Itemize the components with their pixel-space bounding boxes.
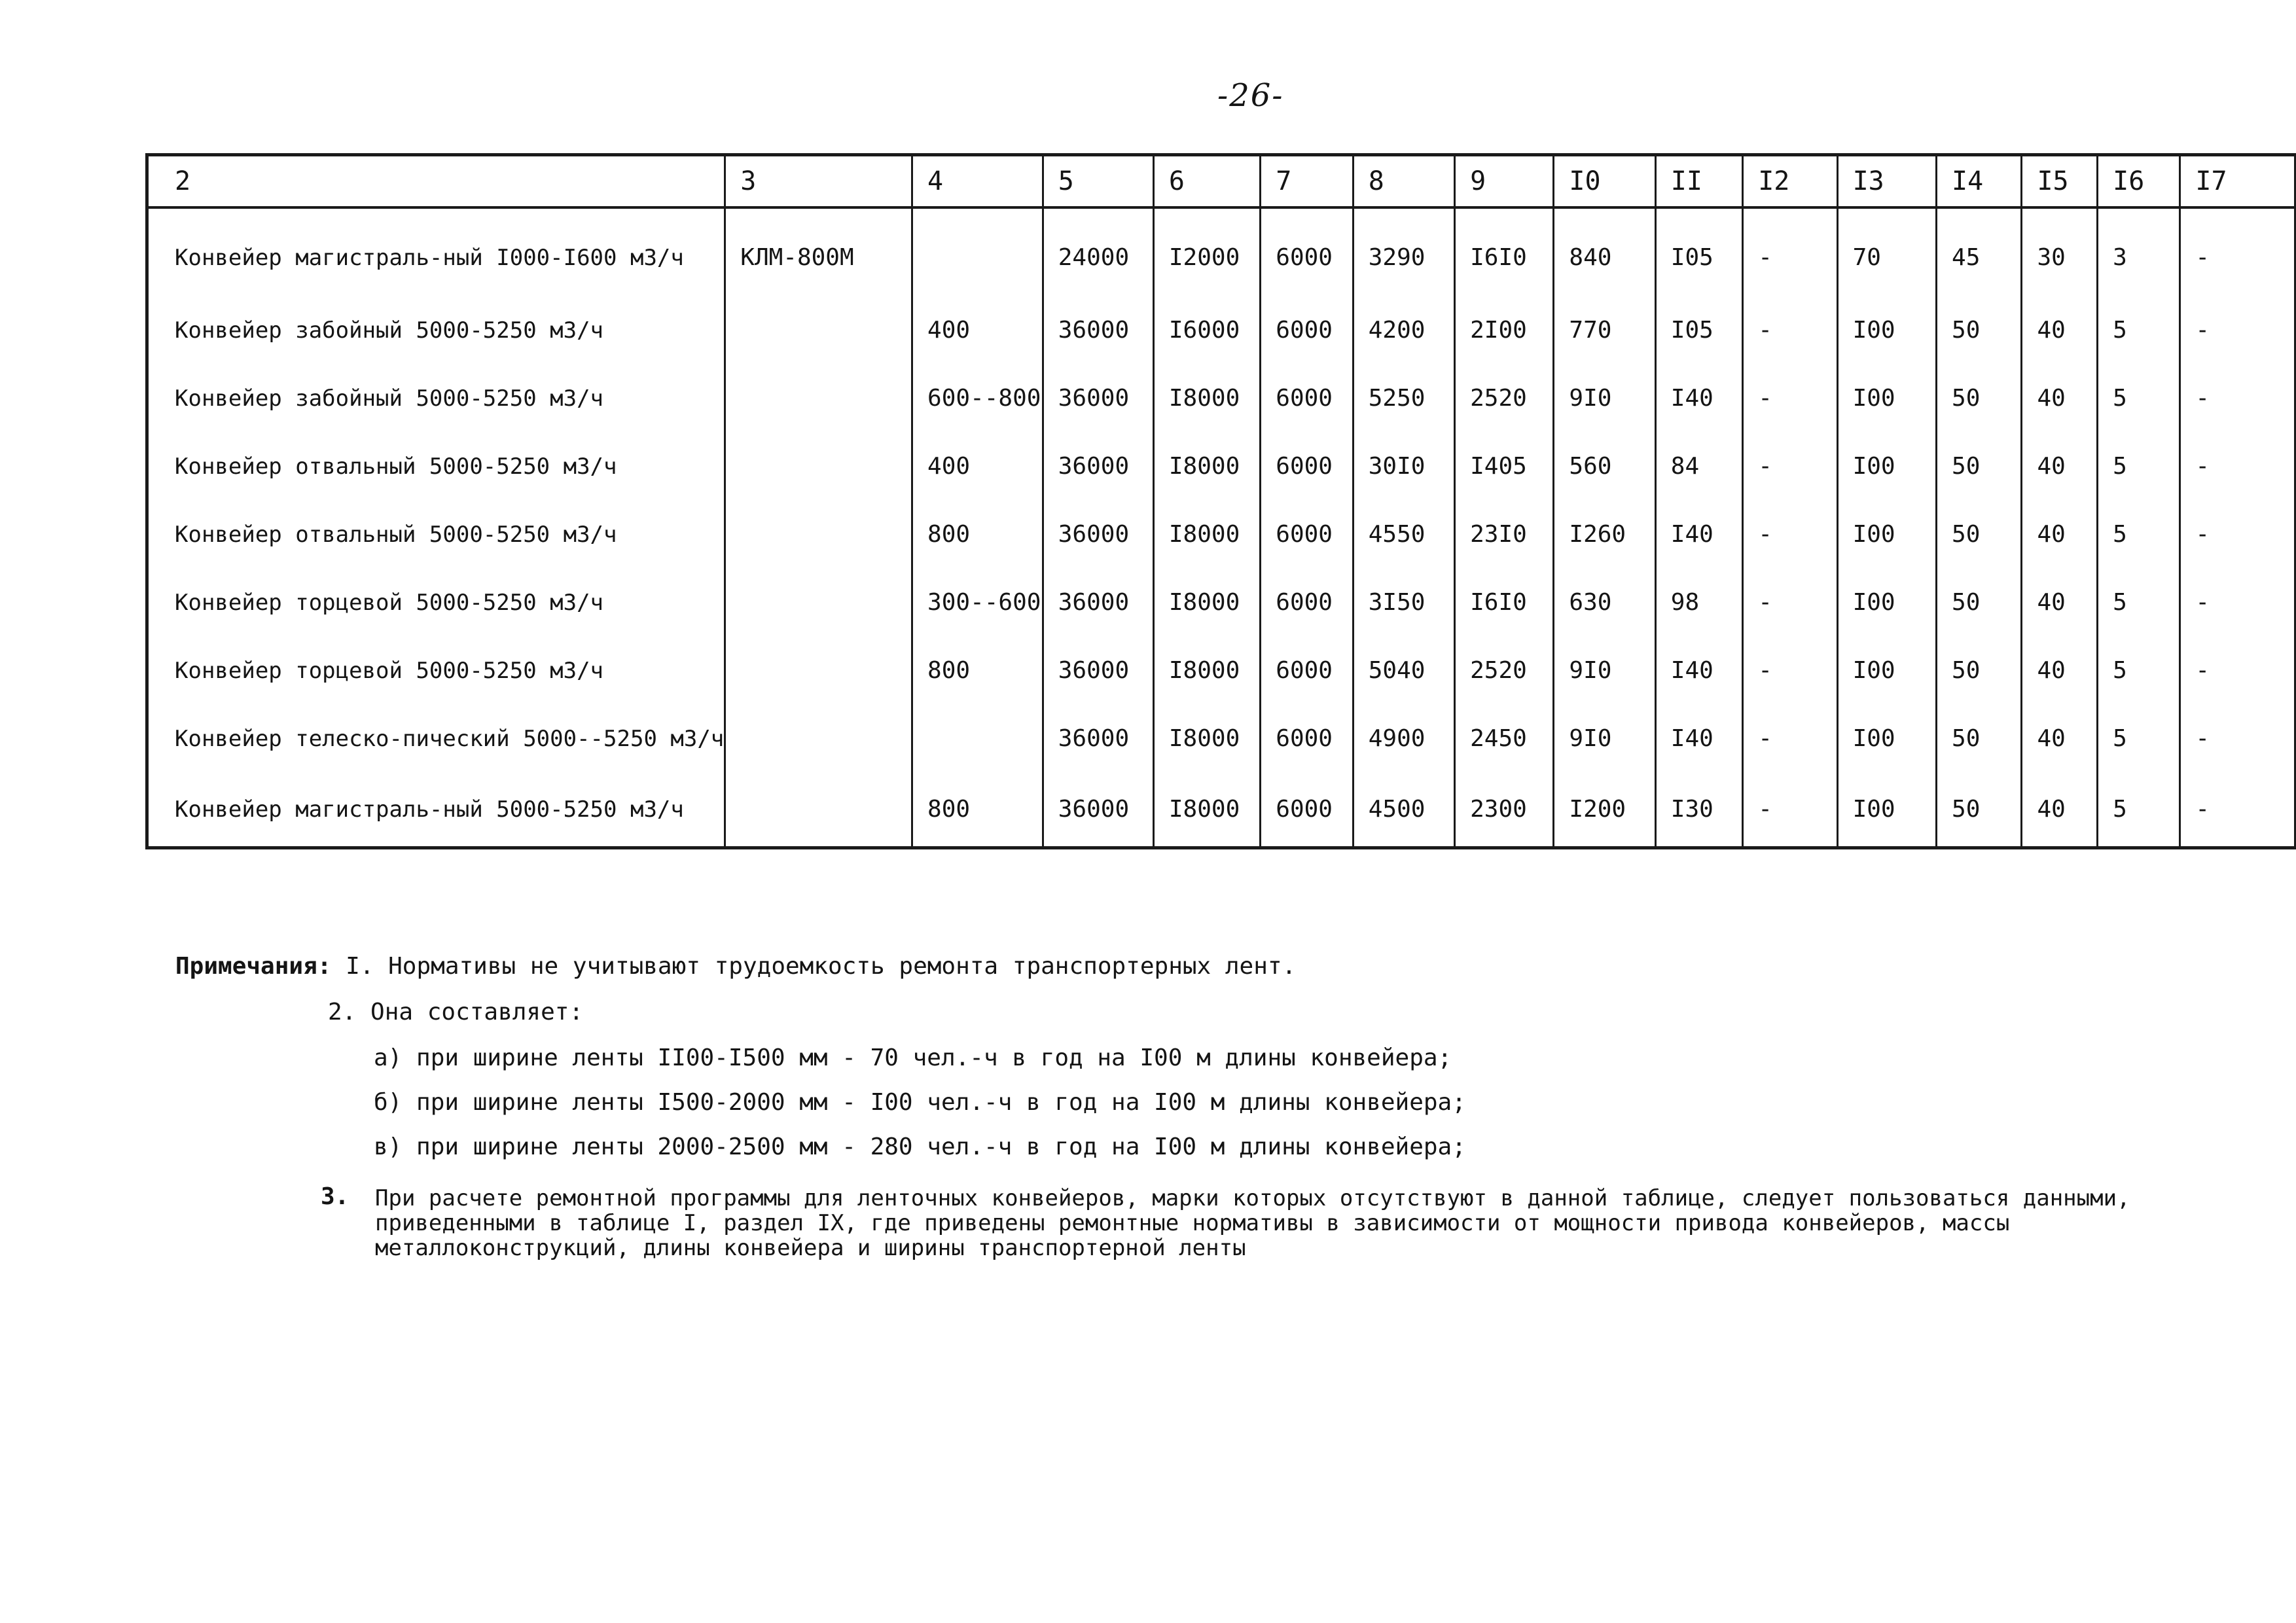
note-2-item-a: а) при ширине ленты II00-I500 мм - 70 чел.-ч в год на I00 м длины конвейера; [374,1044,1452,1071]
table-cell-c5: 36000 [1043,501,1153,569]
conveyor-name-cell: Конвейер отвальный 5000-5250 м3/ч [147,433,725,501]
table-cell-c7: 6000 [1261,433,1353,501]
table-row [147,501,2295,569]
table-cell-c5: 36000 [1043,365,1153,433]
table-cell-c11: I40 [1655,705,1742,773]
table-cell-c17: - [2180,296,2295,365]
column-header: 5 [1043,155,1153,208]
conveyor-name-cell: Конвейер магистраль-ный 5000-5250 м3/ч [147,773,725,848]
column-header: 8 [1353,155,1454,208]
table-cell-c15: 40 [2022,773,2098,848]
table-cell-c10: 9I0 [1554,365,1655,433]
table-cell-c15: 40 [2022,637,2098,705]
table-cell-c9: 2I00 [1455,296,1554,365]
column-header: I6 [2098,155,2180,208]
column-header: I5 [2022,155,2098,208]
page-number: -26- [1217,77,1284,114]
table-cell-c17: - [2180,773,2295,848]
table-cell-c10: 9I0 [1554,637,1655,705]
notes-label: Примечания: [175,953,332,980]
table-cell-c9: 2520 [1455,365,1554,433]
column-header: I7 [2180,155,2295,208]
table-cell-c11: I05 [1655,207,1742,296]
note-3-number: 3. [321,1183,350,1210]
table-cell-c3 [725,637,912,705]
table-cell-c9: 2520 [1455,637,1554,705]
table-cell-c10: 560 [1554,433,1655,501]
table-cell-c3 [725,705,912,773]
table-cell-c9: I6I0 [1455,569,1554,637]
table-row [147,569,2295,637]
table-cell-c4 [912,207,1043,296]
table-cell-c6: I8000 [1153,569,1260,637]
table-cell-c14: 50 [1937,296,2022,365]
table-cell-c9: 2450 [1455,705,1554,773]
table-cell-c17: - [2180,637,2295,705]
table-cell-c7: 6000 [1261,207,1353,296]
table-cell-c9: I6I0 [1455,207,1554,296]
table-row [147,365,2295,433]
table-cell-c14: 50 [1937,569,2022,637]
column-header: I3 [1837,155,1936,208]
table-cell-c12: - [1743,433,1837,501]
table-cell-c14: 45 [1937,207,2022,296]
table-cell-c8: 4550 [1353,501,1454,569]
table-cell-c10: 770 [1554,296,1655,365]
table-cell-c5: 36000 [1043,569,1153,637]
table-row [147,207,2295,296]
table-cell-c3 [725,433,912,501]
table-cell-c12: - [1743,207,1837,296]
table-cell-c17: - [2180,365,2295,433]
table-cell-c4 [912,705,1043,773]
conveyor-name-cell: Конвейер торцевой 5000-5250 м3/ч [147,569,725,637]
table-body [147,207,2295,848]
norms-table-wrapper [145,153,2296,849]
table-row [147,296,2295,365]
table-cell-c8: 4900 [1353,705,1454,773]
table-cell-c14: 50 [1937,637,2022,705]
note-2: 2. Она составляет: [328,999,584,1026]
table-cell-c4: 400 [912,296,1043,365]
table-cell-c8: 4500 [1353,773,1454,848]
table-cell-c16: 5 [2098,773,2180,848]
table-cell-c13: I00 [1837,637,1936,705]
table-cell-c16: 5 [2098,433,2180,501]
conveyor-name-cell: Конвейер телеско-пический 5000--5250 м3/ч [147,705,725,773]
table-cell-c11: I40 [1655,365,1742,433]
table-cell-c7: 6000 [1261,773,1353,848]
column-header: 6 [1153,155,1260,208]
table-row [147,637,2295,705]
table-cell-c5: 36000 [1043,296,1153,365]
note-2-item-c: в) при ширине ленты 2000-2500 мм - 280 чел.-ч в год на I00 м длины конвейера; [374,1133,1466,1160]
table-cell-c3: КЛМ-800М [725,207,912,296]
table-cell-c11: I05 [1655,296,1742,365]
table-cell-c13: I00 [1837,501,1936,569]
table-cell-c5: 36000 [1043,433,1153,501]
table-cell-c12: - [1743,365,1837,433]
table-cell-c5: 36000 [1043,705,1153,773]
column-header: 9 [1455,155,1554,208]
norms-table [145,153,2296,849]
column-header: I4 [1937,155,2022,208]
table-cell-c16: 3 [2098,207,2180,296]
table-cell-c3 [725,296,912,365]
table-cell-c16: 5 [2098,365,2180,433]
table-cell-c8: 5250 [1353,365,1454,433]
table-cell-c14: 50 [1937,501,2022,569]
table-cell-c17: - [2180,207,2295,296]
table-cell-c3 [725,501,912,569]
table-cell-c14: 50 [1937,705,2022,773]
table-cell-c11: 84 [1655,433,1742,501]
table-cell-c14: 50 [1937,433,2022,501]
table-cell-c17: - [2180,433,2295,501]
table-cell-c13: I00 [1837,433,1936,501]
table-cell-c4: 600--800 [912,365,1043,433]
table-cell-c13: I00 [1837,705,1936,773]
table-cell-c7: 6000 [1261,705,1353,773]
column-header: 2 [147,155,725,208]
table-cell-c3 [725,365,912,433]
column-header: 3 [725,155,912,208]
table-cell-c17: - [2180,569,2295,637]
table-cell-c6: I8000 [1153,433,1260,501]
table-cell-c13: I00 [1837,569,1936,637]
table-cell-c8: 3290 [1353,207,1454,296]
table-cell-c8: 5040 [1353,637,1454,705]
table-cell-c13: 70 [1837,207,1936,296]
table-row [147,433,2295,501]
table-cell-c15: 40 [2022,501,2098,569]
table-cell-c9: 23I0 [1455,501,1554,569]
note-2-item-b: б) при ширине ленты I500-2000 мм - I00 чел.-ч в год на I00 м длины конвейера; [374,1089,1466,1116]
table-cell-c16: 5 [2098,569,2180,637]
table-cell-c11: I40 [1655,637,1742,705]
conveyor-name-cell: Конвейер магистраль-ный I000-I600 м3/ч [147,207,725,296]
conveyor-name-cell: Конвейер торцевой 5000-5250 м3/ч [147,637,725,705]
table-cell-c13: I00 [1837,773,1936,848]
note-3: При расчете ремонтной программы для ленточных конвейеров, марки которых отсутствуют в данной таблице, следует пользоваться данными, приведенными в таблице I, раздел IX, где приведены ремонтные нормативы в зависимости от мощности привода конвейеров, массы металлоконструкций, длины конвейера и ширины транспортерной ленты [375,1185,2130,1261]
table-cell-c10: 840 [1554,207,1655,296]
table-cell-c6: I8000 [1153,365,1260,433]
table-cell-c12: - [1743,501,1837,569]
conveyor-name-cell: Конвейер забойный 5000-5250 м3/ч [147,365,725,433]
table-cell-c4: 800 [912,773,1043,848]
column-header: I2 [1743,155,1837,208]
table-cell-c17: - [2180,501,2295,569]
table-cell-c17: - [2180,705,2295,773]
table-cell-c7: 6000 [1261,296,1353,365]
header-row [147,155,2295,208]
table-cell-c6: I8000 [1153,501,1260,569]
table-cell-c16: 5 [2098,705,2180,773]
table-cell-c15: 40 [2022,365,2098,433]
table-cell-c13: I00 [1837,296,1936,365]
table-cell-c15: 40 [2022,433,2098,501]
table-cell-c9: 2300 [1455,773,1554,848]
table-cell-c12: - [1743,296,1837,365]
table-cell-c5: 36000 [1043,637,1153,705]
table-cell-c16: 5 [2098,637,2180,705]
table-cell-c8: 30I0 [1353,433,1454,501]
note-1: I. Нормативы не учитывают трудоемкость ремонта транспортерных лент. [346,953,1297,980]
table-cell-c10: I260 [1554,501,1655,569]
table-cell-c4: 800 [912,637,1043,705]
table-cell-c4: 400 [912,433,1043,501]
table-row [147,773,2295,848]
column-header: I0 [1554,155,1655,208]
table-cell-c14: 50 [1937,773,2022,848]
table-cell-c4: 300--600 [912,569,1043,637]
table-cell-c5: 36000 [1043,773,1153,848]
table-cell-c11: 98 [1655,569,1742,637]
table-cell-c6: I8000 [1153,637,1260,705]
table-cell-c4: 800 [912,501,1043,569]
table-cell-c12: - [1743,637,1837,705]
table-cell-c6: I8000 [1153,705,1260,773]
table-cell-c15: 40 [2022,296,2098,365]
table-cell-c3 [725,569,912,637]
table-cell-c7: 6000 [1261,365,1353,433]
table-cell-c11: I30 [1655,773,1742,848]
table-cell-c10: 630 [1554,569,1655,637]
column-header: 7 [1261,155,1353,208]
table-cell-c6: I8000 [1153,773,1260,848]
conveyor-name-cell: Конвейер отвальный 5000-5250 м3/ч [147,501,725,569]
column-header: 4 [912,155,1043,208]
table-cell-c11: I40 [1655,501,1742,569]
table-cell-c15: 30 [2022,207,2098,296]
table-cell-c5: 24000 [1043,207,1153,296]
conveyor-name-cell: Конвейер забойный 5000-5250 м3/ч [147,296,725,365]
table-cell-c15: 40 [2022,569,2098,637]
table-cell-c9: I405 [1455,433,1554,501]
table-cell-c13: I00 [1837,365,1936,433]
table-cell-c10: I200 [1554,773,1655,848]
table-cell-c7: 6000 [1261,569,1353,637]
table-cell-c12: - [1743,773,1837,848]
table-row [147,705,2295,773]
table-cell-c12: - [1743,569,1837,637]
table-cell-c7: 6000 [1261,501,1353,569]
table-cell-c7: 6000 [1261,637,1353,705]
table-cell-c8: 3I50 [1353,569,1454,637]
table-cell-c16: 5 [2098,296,2180,365]
table-cell-c15: 40 [2022,705,2098,773]
table-cell-c8: 4200 [1353,296,1454,365]
table-cell-c12: - [1743,705,1837,773]
table-cell-c10: 9I0 [1554,705,1655,773]
table-cell-c6: I2000 [1153,207,1260,296]
column-header: II [1655,155,1742,208]
table-cell-c3 [725,773,912,848]
table-cell-c14: 50 [1937,365,2022,433]
table-cell-c6: I6000 [1153,296,1260,365]
table-cell-c16: 5 [2098,501,2180,569]
